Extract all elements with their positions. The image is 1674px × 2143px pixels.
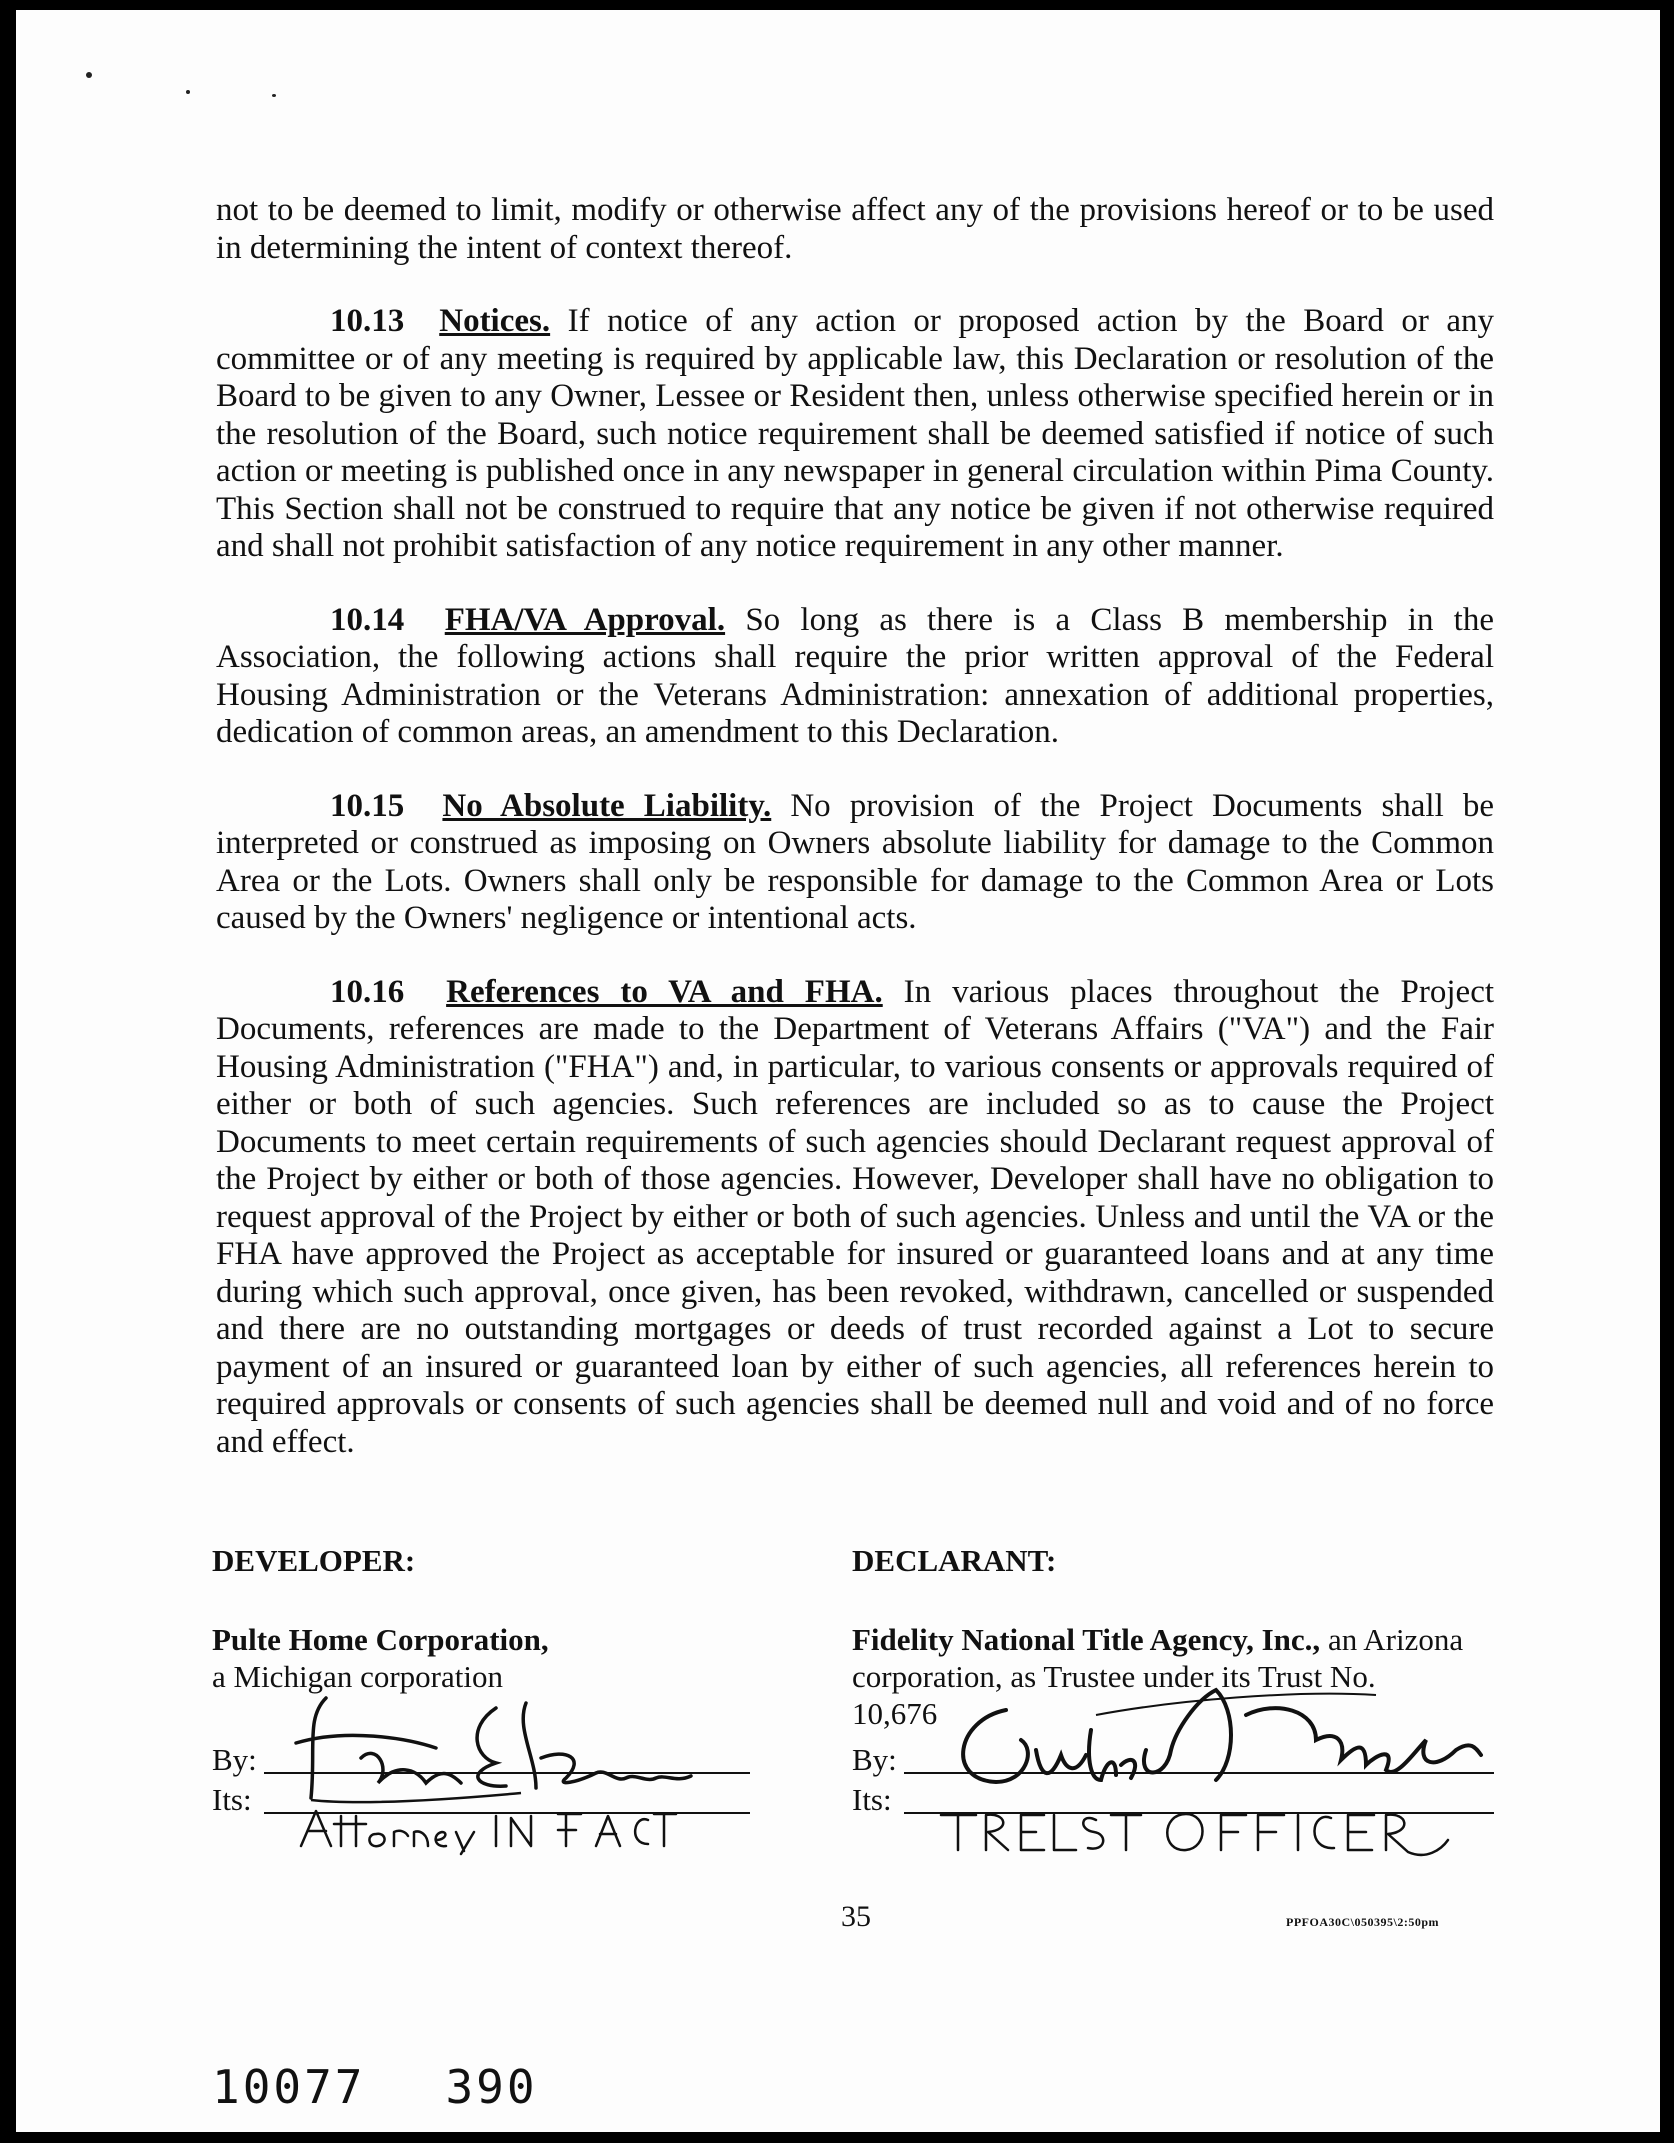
- section-number: 10.13: [330, 303, 405, 339]
- recording-stamp: [212, 2060, 538, 2114]
- section-text: So long as there is a Class B membership in the Association, the following actions shall require the prior written approval of the Federal Housing Administration or the Veterans Administration: annexation of additional properties, dedication of common areas, an amendment to this Declaration.: [216, 601, 1494, 750]
- scan-speck: [272, 94, 276, 97]
- developer-company: Pulte Home Corporation,: [212, 1622, 549, 1657]
- section-title: Notices.: [439, 303, 551, 339]
- declarant-description-2: 10,676: [852, 1696, 938, 1731]
- section-title: FHA/VA Approval.: [444, 601, 726, 638]
- section-10-15: [216, 788, 1494, 938]
- developer-description: a Michigan corporation: [212, 1659, 503, 1694]
- stamp-page: 390: [445, 2060, 538, 2114]
- declarant-heading: DECLARANT:: [852, 1543, 1057, 1578]
- section-number: 10.15: [330, 787, 405, 824]
- declarant-title-handwritten: [936, 1800, 1456, 1870]
- declarant-company-line: [852, 1621, 1512, 1658]
- file-code: PPFOA30C\050395\2:50pm: [1286, 1915, 1439, 1929]
- section-text: In various places throughout the Project Documents, references are made to the Department of Veterans Affairs ("VA") and the Fair Housing Administration ("FHA") and, in particular, to various consents or approvals required of either or both of such agencies. Such references are included so as to cause the Project Documents to meet certain requirements of such agencies should Declarant request approval of the Project by either or both of those agencies. However, Developer shall have no obligation to request approval of the Project by either or both of such agencies. Unless and until the VA or the FHA have approved the Project as acceptable for insured or guaranteed loans and at any time during which such approval, once given, has been revoked, withdrawn, cancelled or suspended and there are no outstanding mortgages or deeds of trust recorded against a Lot to secure payment of an insured or guaranteed loan by either of such agencies, all references herein to required approvals or consents of such agencies shall be deemed null and void and of no force and effect.: [216, 973, 1495, 1460]
- section-title: References to VA and FHA.: [446, 973, 883, 1010]
- document-body: [216, 192, 1494, 1497]
- section-text: If notice of any action or proposed action by the Board or any committee or of any meeting is required by applicable law, this Declaration or resolution of the Board to be given to any Owner, Lessee or Resident then, unless otherwise specified herein or in the resolution of the Board, such notice requirement shall be deemed satisfied if notice of such action or meeting is published once in any newspaper in general circulation within Pima County. This Section shall not be construed to require that any notice be given if not otherwise required and shall not prohibit satisfaction of any notice requirement in any other manner.: [216, 303, 1495, 564]
- declarant-description-1: corporation, as Trustee under its Trust No.: [852, 1659, 1376, 1694]
- page-number: 35: [841, 1900, 871, 1933]
- section-10-14: [216, 602, 1494, 752]
- stamp-docket: 10077: [212, 2060, 366, 2114]
- scan-speck: [86, 72, 92, 78]
- section-10-16: [216, 974, 1494, 1462]
- document-page: [16, 10, 1660, 2132]
- declarant-signature: [916, 1670, 1516, 1820]
- developer-heading: DEVELOPER:: [212, 1543, 416, 1578]
- section-text: No provision of the Project Documents shall be interpreted or construed as imposing on Owners absolute liability for damage to the Common Area or the Lots. Owners shall only be responsible for damage to the Common Area or Lots caused by the Owners' negligence or intentional acts.: [216, 787, 1495, 936]
- its-label: Its:: [852, 1782, 892, 1817]
- section-title: No Absolute Liability.: [442, 787, 772, 824]
- by-label: By:: [212, 1742, 257, 1777]
- section-number: 10.14: [330, 601, 405, 638]
- intro-paragraph: not to be deemed to limit, modify or otherwise affect any of the provisions hereof or to be used in determining the intent of context thereof.: [216, 192, 1494, 266]
- its-label: Its:: [212, 1782, 252, 1817]
- by-label: By:: [852, 1742, 897, 1777]
- declarant-company: Fidelity National Title Agency, Inc.,: [852, 1622, 1321, 1657]
- developer-title-handwritten: [296, 1796, 716, 1856]
- scan-speck: [186, 90, 190, 94]
- declarant-company-rest: an Arizona: [1320, 1622, 1464, 1657]
- section-number: 10.16: [330, 973, 405, 1010]
- section-10-13: [216, 303, 1494, 566]
